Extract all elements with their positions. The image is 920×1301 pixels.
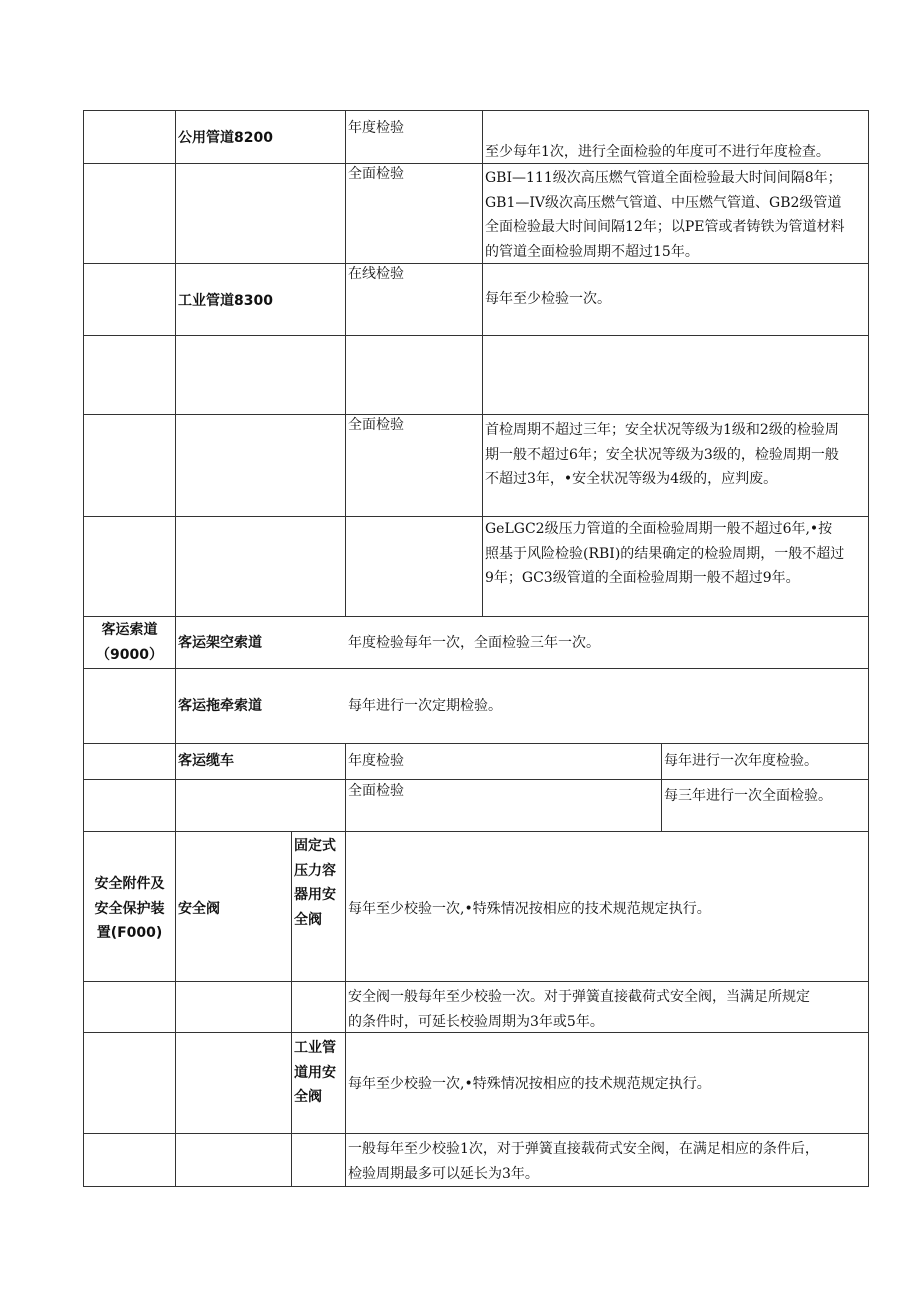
table-rule — [83, 668, 869, 669]
table-rule — [291, 831, 292, 1187]
safety-category: 安全附件及 安全保护装 置(F000) — [94, 876, 165, 941]
table-rule — [83, 779, 869, 780]
pub-pipe-annual-desc: 至少每年1次，进行全面检验的年度可不进行年度检查。 — [485, 144, 830, 160]
table-rule — [83, 1133, 869, 1134]
table-rule — [345, 831, 346, 1187]
pipe-valve-extra: 一般每年至少校验1次，对于弹簧直接载荷式安全阀，在满足相应的条件后， 检验周期最多可以延长为3年。 — [348, 1141, 819, 1182]
pub-pipe-name: 公用管道8200 — [178, 130, 273, 146]
cable-car-full-method: 全面检验 — [348, 783, 404, 799]
ropeway-drag-name: 客运拖牵索道 — [178, 698, 262, 714]
vessel-valve-extra: 安全阀一般每年至少校验一次。对于弹簧直接截荷式安全阀，当满足所规定 的条件时，可延长校验周期为3年或5年。 — [348, 989, 810, 1030]
ropeway-category: 客运索道 （9000） — [96, 622, 163, 663]
ind-pipe-name: 工业管道8300 — [178, 293, 273, 309]
ropeway-aerial-name: 客运架空索道 — [178, 635, 262, 651]
table-rule — [83, 616, 869, 617]
table-rule — [83, 981, 869, 982]
ind-pipe-full-desc: 首检周期不超过三年；安全状况等级为1级和2级的检验周 期一般不超过6年；安全状况等级为3级的，检验周期一般 不超过3年，•安全状况等级为4级的，应判废。 — [485, 422, 839, 487]
table-rule — [83, 831, 869, 832]
pub-pipe-full-desc: GBI—111级次高压燃气管道全面检验最大时间间隔8年； GB1—IV级次高压燃气管道、中压燃气管道、GB2级管道 全面检验最大时间间隔12年；以PE管或者铸铁为管道材料 的管道全面检验周期不超过15年。 — [485, 170, 845, 260]
ind-pipe-online-desc: 每年至少检验一次。 — [485, 291, 611, 307]
ropeway-aerial-desc: 年度检验每年一次，全面检验三年一次。 — [348, 635, 600, 651]
table-rule — [868, 110, 869, 1187]
table-rule — [83, 335, 869, 336]
table-rule — [83, 110, 869, 111]
pipe-valve-desc: 每年至少校验一次,•特殊情况按相应的技术规范规定执行。 — [348, 1076, 711, 1092]
ind-pipe-gc-desc: GeLGC2级压力管道的全面检验周期一般不超过6年,•按 照基于风险检验(RBI)的结果确定的检验周期，一般不超过 9年；GC3级管道的全面检验周期一般不超过9年。 — [485, 521, 845, 586]
table-rule — [345, 110, 346, 617]
table-rule — [482, 110, 483, 617]
safety-valve-name: 安全阀 — [178, 901, 220, 917]
ind-pipe-full-method: 全面检验 — [348, 417, 404, 433]
ind-pipe-online-method: 在线检验 — [348, 266, 404, 282]
pub-pipe-annual-method: 年度检验 — [348, 120, 404, 136]
vessel-valve-type: 固定式 压力容 器用安 全阀 — [294, 838, 336, 928]
cable-car-annual-desc: 每年进行一次年度检验。 — [664, 753, 818, 769]
pub-pipe-full-method: 全面检验 — [348, 166, 404, 182]
pipe-valve-type: 工业管 道用安 全阀 — [294, 1040, 336, 1105]
table-rule — [83, 414, 869, 415]
cable-car-name: 客运缆车 — [178, 753, 234, 769]
vessel-valve-desc: 每年至少校验一次,•特殊情况按相应的技术规范规定执行。 — [348, 901, 711, 917]
table-rule — [345, 743, 346, 832]
ropeway-drag-desc: 每年进行一次定期检验。 — [348, 698, 502, 714]
table-rule — [83, 743, 869, 744]
table-rule — [83, 1186, 869, 1187]
table-rule — [661, 743, 662, 832]
cable-car-full-desc: 每三年进行一次全面检验。 — [664, 788, 832, 804]
table-rule — [175, 110, 176, 1187]
cable-car-annual-method: 年度检验 — [348, 753, 404, 769]
